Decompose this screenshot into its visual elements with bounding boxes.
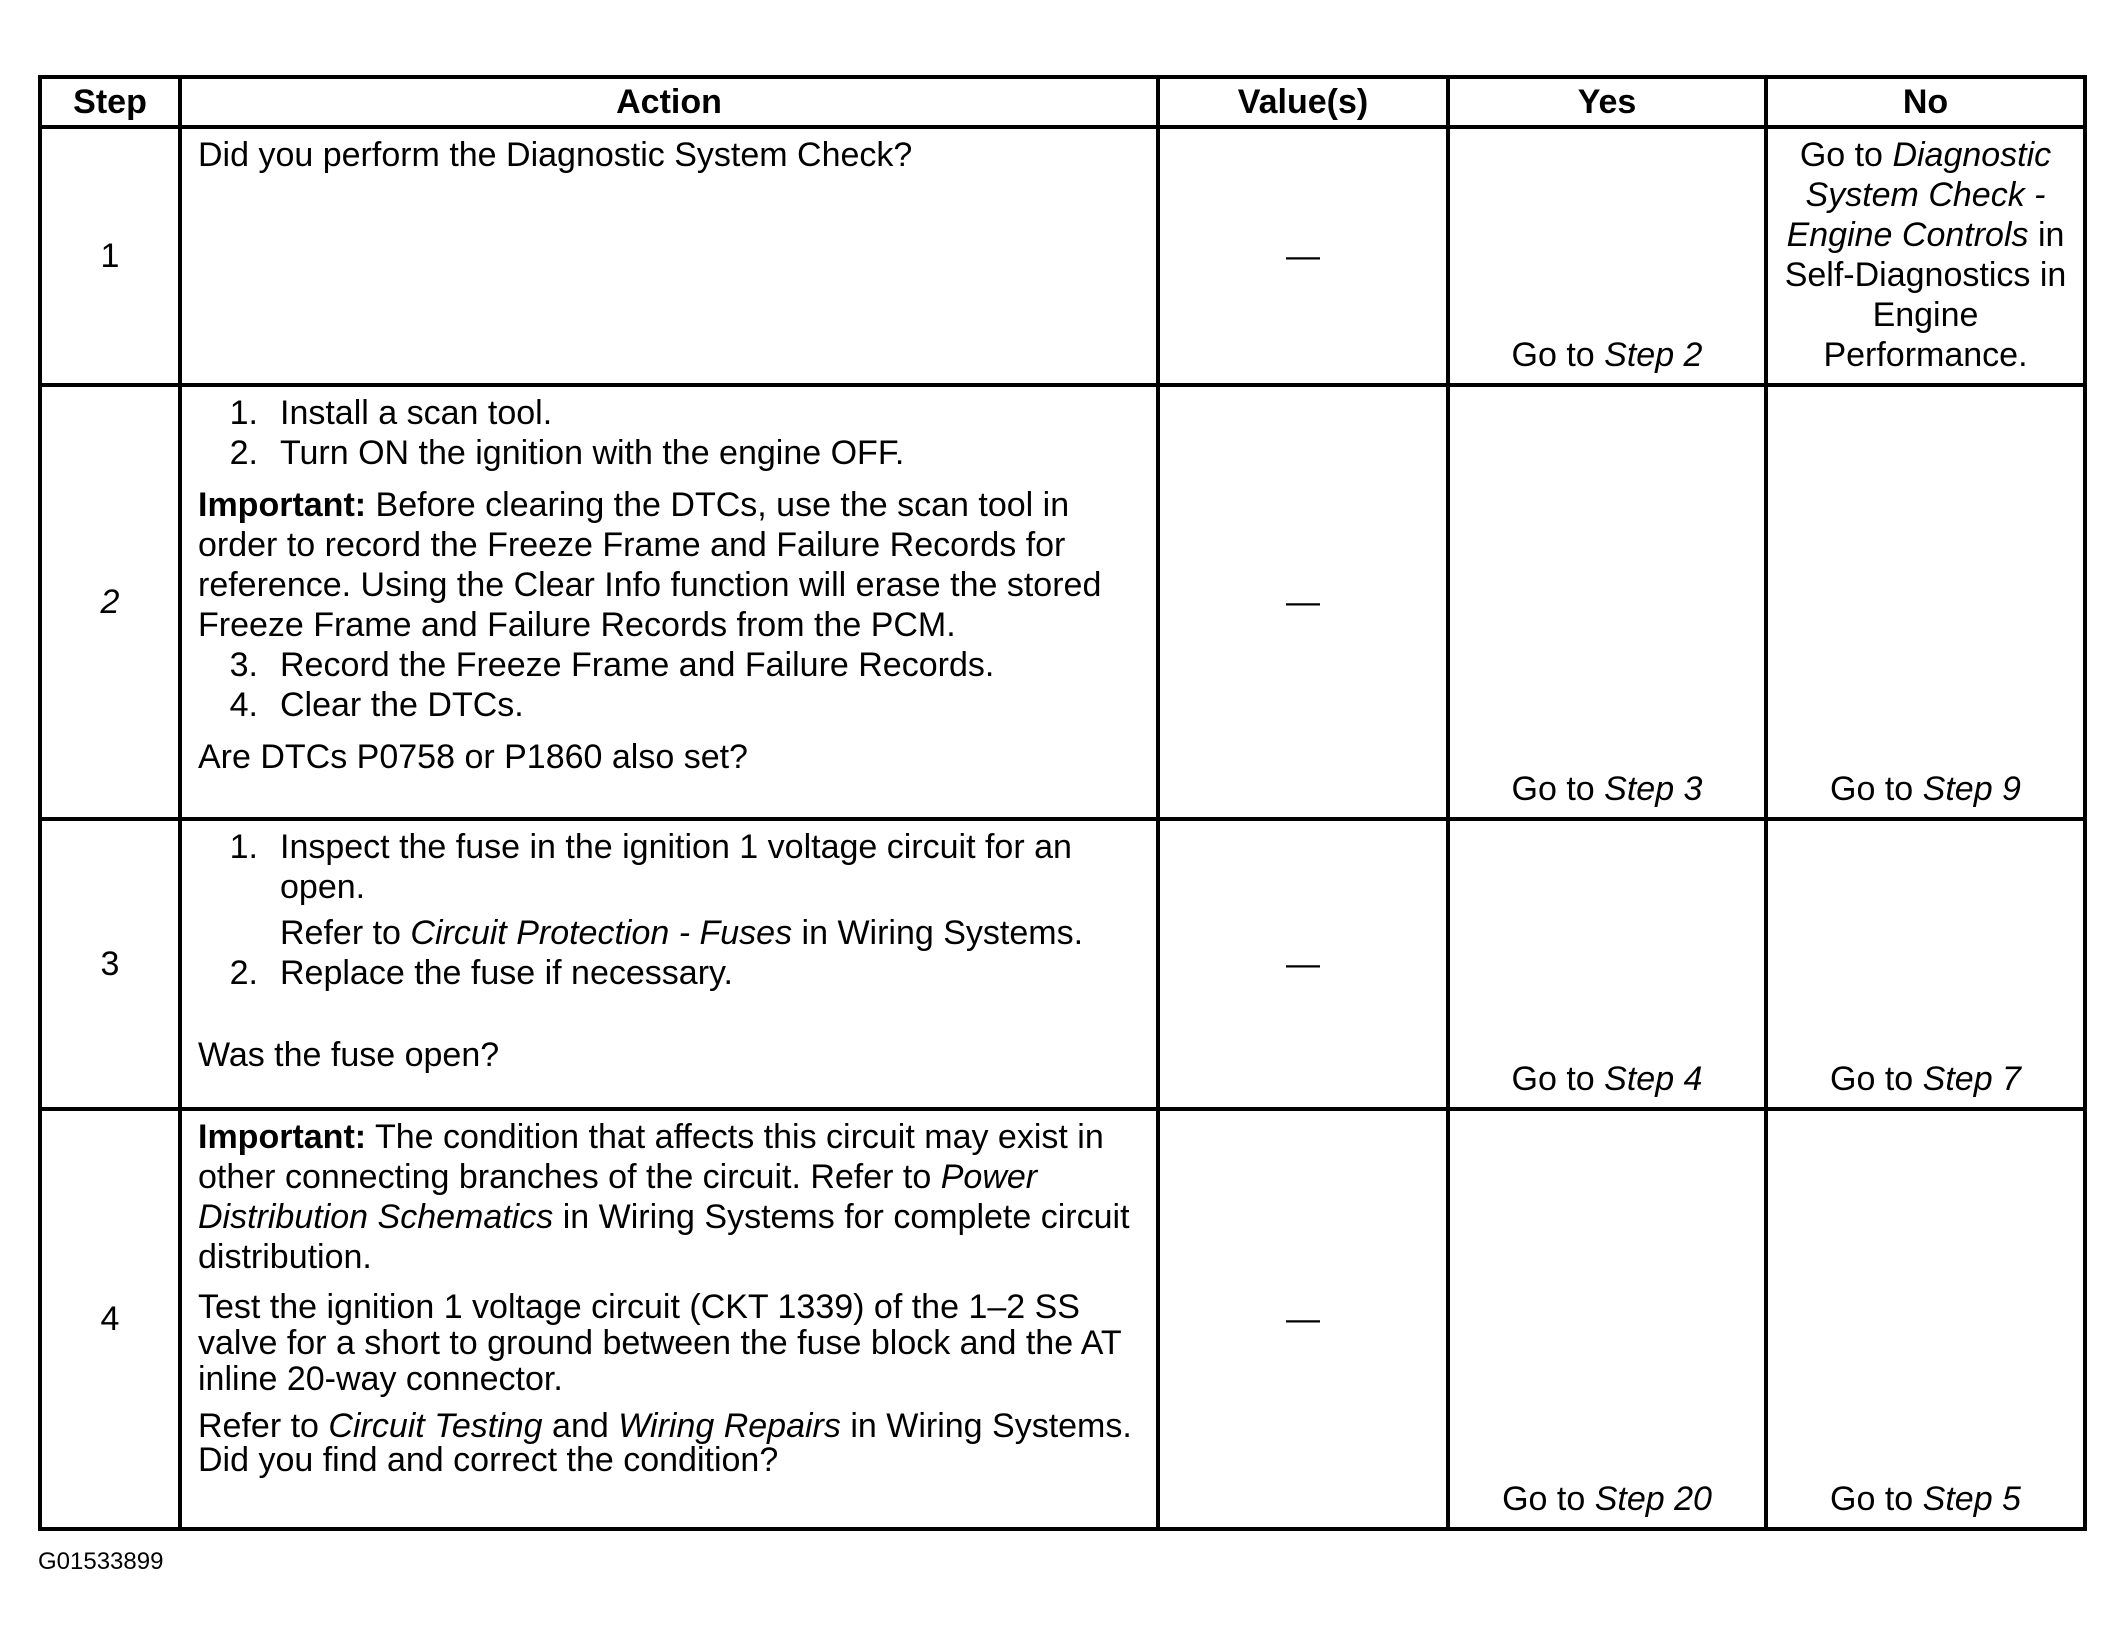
no-cell <box>1766 1109 2085 1529</box>
value-cell: — <box>1158 819 1448 1109</box>
important-label: Important: <box>198 1118 367 1156</box>
list-item: 1. Inspect the fuse in the ignition 1 voltage circuit for an open. <box>229 828 1072 906</box>
list-item: 2. Replace the fuse if necessary. <box>229 954 733 992</box>
figure-id-caption: G01533899 <box>38 1548 164 1575</box>
list-item: 3. Record the Freeze Frame and Failure Records. <box>229 646 995 684</box>
important-note: Important: The condition that affects this circuit may exist in other connecting branches of the circuit. Refer to Power Distribution Schematics in Wiring Systems for complete circuit distribution. <box>198 1118 1130 1276</box>
refer-link-circuit-testing[interactable]: Circuit Testing <box>328 1407 543 1445</box>
refer-note: Refer to Circuit Testing and Wiring Repairs in Wiring Systems. <box>198 1407 1132 1445</box>
value-cell: — <box>1158 385 1448 819</box>
header-yes: Yes <box>1448 77 1766 127</box>
no-prefix: Go to <box>1830 1480 1914 1518</box>
action-question: Are DTCs P0758 or P1860 also set? <box>198 738 748 776</box>
no-prefix: Go to <box>1830 1060 1914 1098</box>
important-link[interactable]: Power Distribution Schematics <box>198 1158 1038 1236</box>
table-row-step-3 <box>40 819 2085 1109</box>
action-question: Did you perform the Diagnostic System Check? <box>198 136 913 174</box>
important-note <box>198 485 1146 645</box>
action-question: Was the fuse open? <box>198 1036 500 1074</box>
test-instruction: Test the ignition 1 voltage circuit (CKT 1339) of the 1–2 SS valve for a short to ground between the fuse block and the AT inline 20-way connector. <box>198 1288 1121 1398</box>
list-item: 4. Clear the DTCs. <box>229 686 524 724</box>
yes-prefix: Go to <box>1511 770 1595 808</box>
action-cell <box>180 385 1158 819</box>
important-text: Before clearing the DTCs, use the scan tool in order to record the Freeze Frame and Failure Records for reference. Using the Clear Info function will erase the stored Freeze Frame and Failure Records from the PCM. <box>198 486 1102 644</box>
step-number: 1 <box>40 127 180 385</box>
list-item: 2. Turn ON the ignition with the engine OFF. <box>229 434 905 472</box>
value-cell: — <box>1158 1109 1448 1529</box>
no-step-link[interactable]: Step 9 <box>1922 770 2021 808</box>
list-item: 1. Install a scan tool. <box>229 394 553 432</box>
table-row-step-2 <box>40 385 2085 819</box>
step-number: 2 <box>40 385 180 819</box>
header-no: No <box>1766 77 2085 127</box>
no-step-link[interactable]: Step 7 <box>1922 1060 2021 1098</box>
yes-prefix: Go to <box>1502 1480 1586 1518</box>
header-step: Step <box>40 77 180 127</box>
diagnostic-table <box>38 75 2087 1531</box>
value-cell: — <box>1158 127 1448 385</box>
action-cell <box>180 127 1158 385</box>
action-cell <box>180 1109 1158 1529</box>
table-row-step-1 <box>40 127 2085 385</box>
no-suffix: in Self-Diagnostics in Engine Performance. <box>1784 216 2067 374</box>
no-cell <box>1766 819 2085 1109</box>
refer-link-wiring-repairs[interactable]: Wiring Repairs <box>618 1407 841 1445</box>
no-prefix: Go to <box>1799 136 1883 174</box>
yes-cell <box>1448 1109 1766 1529</box>
no-cell <box>1766 127 2085 385</box>
header-values: Value(s) <box>1158 77 1448 127</box>
no-cell <box>1766 385 2085 819</box>
refer-note: Refer to Circuit Protection - Fuses in Wiring Systems. <box>280 914 1084 952</box>
no-step-link[interactable]: Step 5 <box>1922 1480 2021 1518</box>
yes-step-link[interactable]: Step 3 <box>1604 770 1703 808</box>
action-cell <box>180 819 1158 1109</box>
no-doc-link[interactable]: Diagnostic System Check - Engine Controls <box>1786 136 2052 254</box>
step-number: 3 <box>40 819 180 1109</box>
important-label: Important: <box>198 486 367 524</box>
table-row-step-4 <box>40 1109 2085 1529</box>
yes-cell <box>1448 127 1766 385</box>
yes-step-link[interactable]: Step 2 <box>1604 336 1703 374</box>
yes-step-link[interactable]: Step 20 <box>1594 1480 1712 1518</box>
yes-cell <box>1448 819 1766 1109</box>
action-question: Did you find and correct the condition? <box>198 1441 779 1479</box>
no-prefix: Go to <box>1830 770 1914 808</box>
yes-cell <box>1448 385 1766 819</box>
refer-link[interactable]: Circuit Protection - Fuses <box>410 914 793 952</box>
header-row <box>40 77 2085 127</box>
yes-step-link[interactable]: Step 4 <box>1604 1060 1703 1098</box>
step-number: 4 <box>40 1109 180 1529</box>
yes-prefix: Go to <box>1511 1060 1595 1098</box>
yes-prefix: Go to <box>1511 336 1595 374</box>
header-action: Action <box>180 77 1158 127</box>
